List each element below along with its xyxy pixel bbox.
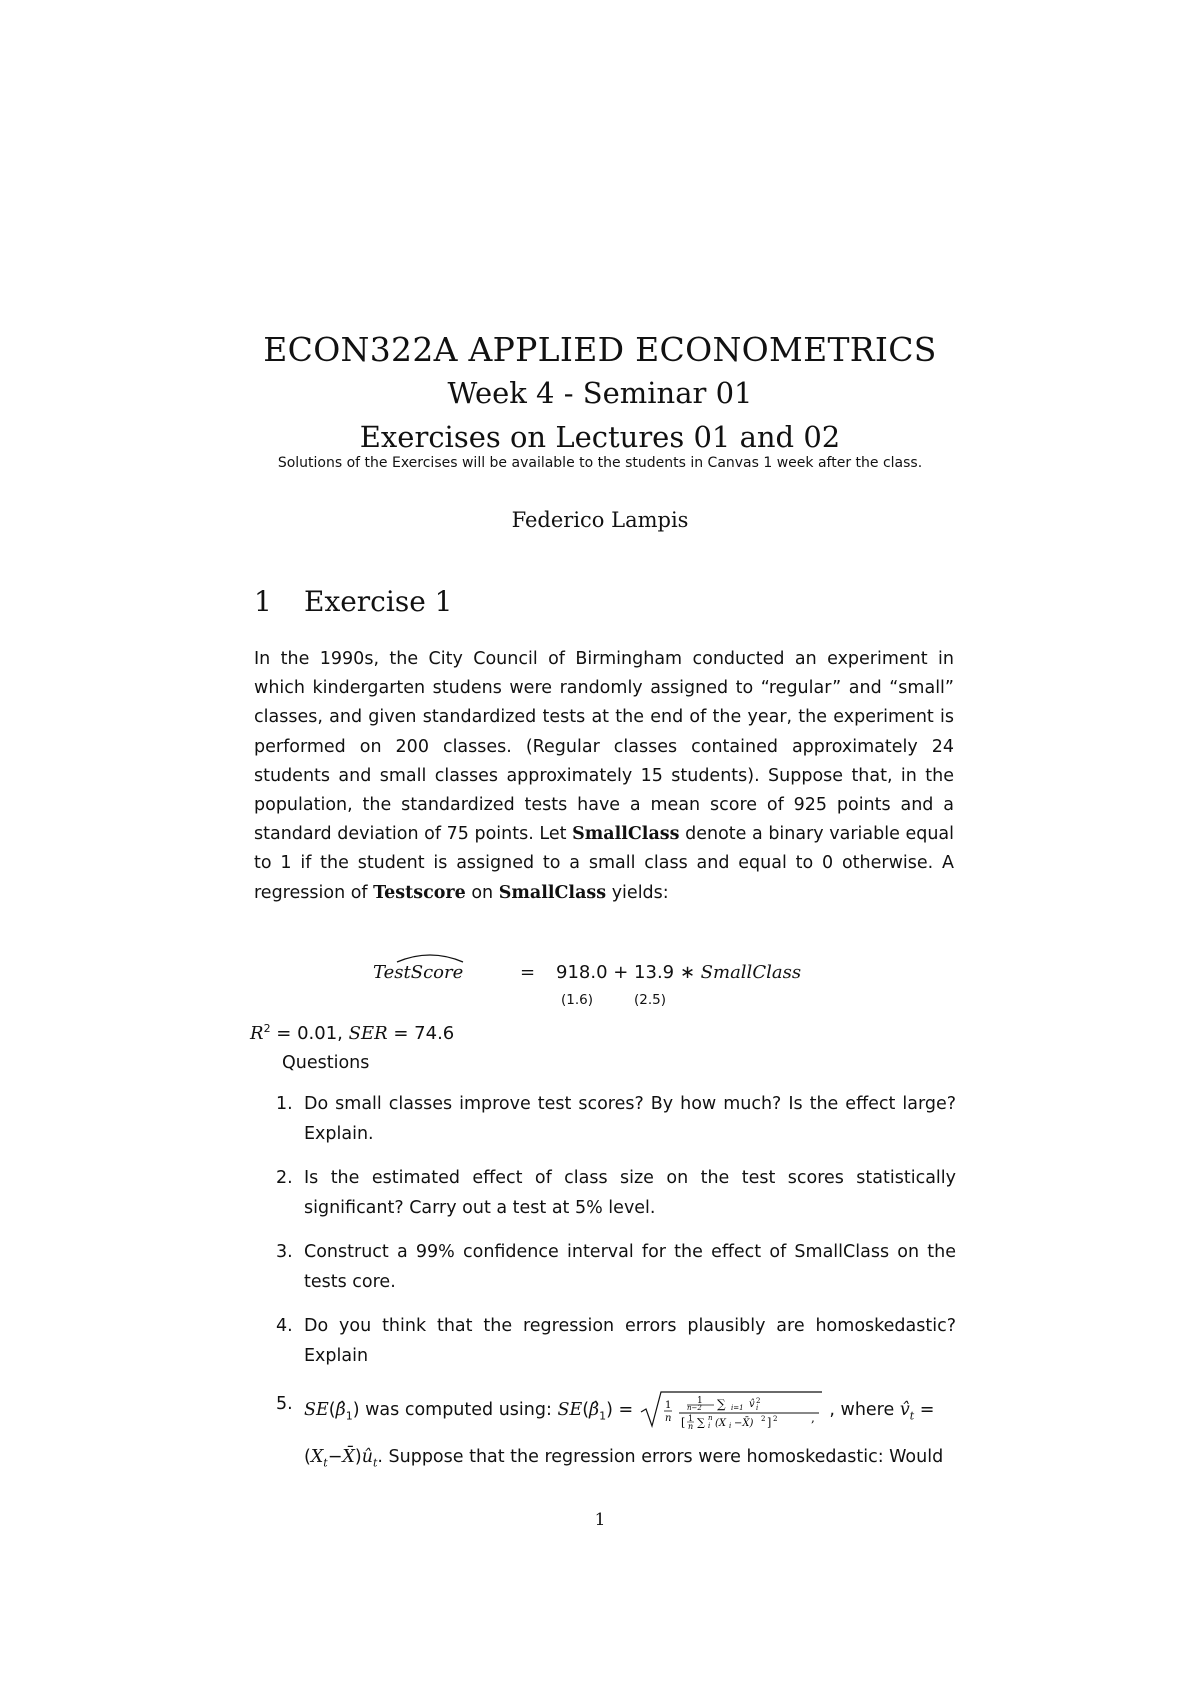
question-number: 3. — [276, 1242, 293, 1262]
intro-text-2: denote a binary variable equal to 1 if the student is assigned to a small class and equal to 0 otherwise. A regression of — [254, 824, 955, 903]
svg-text:[: [ — [680, 1416, 686, 1429]
svg-text:1: 1 — [664, 1400, 672, 1411]
se-slope: (2.5) — [634, 992, 667, 1008]
sqrt-formula — [639, 1390, 824, 1430]
svg-text:]: ] — [766, 1416, 772, 1429]
intro-text-4: yields: — [606, 882, 669, 903]
intro-text-3: on — [465, 882, 499, 903]
se-intercept: (1.6) — [561, 992, 594, 1008]
var-smallclass: SmallClass — [572, 824, 680, 845]
svg-text:2: 2 — [755, 1397, 761, 1405]
fit-statistics: $R^2 = 0.01$, SER = 74.6 — [250, 1022, 455, 1044]
intro-text-1: In the 1990s, the City Council of Birmingham conducted an experiment in which kindergarten studens were randomly assigned to “regular” and “small” classes, and given standardized tests at the end of the year, the experiment is performed on 200 classes. (Regular classes contained approximately 24 students and small classes approximately 15 students). Suppose that, in the population, the standardized tests have a mean score of 925 points and a standard deviation of 75 points. Let — [254, 649, 954, 845]
question-5-text-a: was computed using: — [365, 1400, 552, 1420]
regression-rhs — [556, 962, 801, 983]
question-5-text-c: . Suppose that the regression errors were homoskedastic: Would — [377, 1446, 944, 1467]
week-line: Week 4 - Seminar 01 — [447, 376, 753, 410]
questions-heading: Questions — [282, 1053, 370, 1073]
svg-text:n: n — [707, 1414, 713, 1422]
solutions-note: Solutions of the Exercises will be available to the students in Canvas 1 week after the class. — [277, 455, 923, 471]
question-text: Do small classes improve test scores? By how much? Is the effect large? Explain. — [304, 1094, 956, 1144]
svg-text:1: 1 — [687, 1414, 693, 1423]
regression-equals: = — [520, 962, 536, 983]
question-5-text-b: , where — [829, 1400, 895, 1420]
var-testscore: Testscore — [373, 882, 466, 903]
page-number: 1 — [594, 1510, 606, 1530]
question-text: $SE(\betâ_1)$ was computed using: $SE(\betâ_1)$ = 1 n 1 n−2 ∑ i=1 v̂ 2 i [ 1 n ∑ n i (X i −X̄) 2 ] 2 , , where $v̂_t$ = $(X_t-X̄)û_t$. Suppose that the regression errors were homoskedastic: Would — [304, 1390, 956, 1483]
svg-text:∑: ∑ — [716, 1397, 726, 1411]
question-text: Construct a 99% confidence interval for the effect of SmallClass on the tests core. — [304, 1242, 956, 1292]
r2-label: R — [250, 1023, 264, 1044]
r2-value: = 0.01, — [270, 1023, 349, 1044]
ser-value: = 74.6 — [387, 1023, 455, 1044]
hat-accent — [395, 951, 465, 963]
svg-text:n−2: n−2 — [686, 1404, 702, 1412]
exercises-line: Exercises on Lectures 01 and 02 — [359, 420, 841, 454]
lhs-text: TestScore — [373, 962, 464, 983]
svg-text:n: n — [687, 1422, 693, 1430]
svg-text:2: 2 — [772, 1415, 778, 1423]
svg-text:,: , — [810, 1411, 815, 1425]
svg-text:i: i — [728, 1422, 732, 1430]
question-text: Do you think that the regression errors plausibly are homoskedastic? Explain — [304, 1316, 956, 1366]
svg-text:2: 2 — [760, 1415, 766, 1423]
author-name: Federico Lampis — [511, 508, 689, 532]
svg-text:∑: ∑ — [696, 1416, 705, 1429]
svg-text:v̂: v̂ — [748, 1399, 755, 1410]
ser-label: SER — [348, 1023, 388, 1044]
regression-lhs — [373, 962, 463, 983]
regressor-name: SmallClass — [700, 962, 802, 983]
question-text: Is the estimated effect of class size on the test scores statistically significant? Carry out a test at 5% level. — [304, 1168, 956, 1218]
svg-text:i: i — [707, 1422, 711, 1430]
question-number: 2. — [276, 1168, 293, 1188]
intercept-value: 918.0 — [556, 962, 608, 983]
svg-text:n: n — [664, 1413, 672, 1424]
var-smallclass-2: SmallClass — [498, 882, 607, 903]
svg-text:−X̄): −X̄) — [733, 1418, 754, 1429]
svg-text:i=1: i=1 — [730, 1404, 744, 1412]
section-title: Exercise 1 — [304, 585, 453, 618]
course-title: ECON322A APPLIED ECONOMETRICS — [263, 330, 937, 369]
svg-text:i: i — [755, 1404, 759, 1412]
section-number: 1 — [254, 585, 272, 618]
question-number: 5. — [276, 1394, 293, 1414]
plus-times: + 13.9 ∗ — [607, 962, 701, 983]
question-number: 4. — [276, 1316, 293, 1336]
svg-text:(X: (X — [714, 1418, 726, 1429]
question-number: 1. — [276, 1094, 293, 1114]
svg-text:1: 1 — [696, 1396, 703, 1406]
intro-paragraph — [254, 645, 954, 908]
